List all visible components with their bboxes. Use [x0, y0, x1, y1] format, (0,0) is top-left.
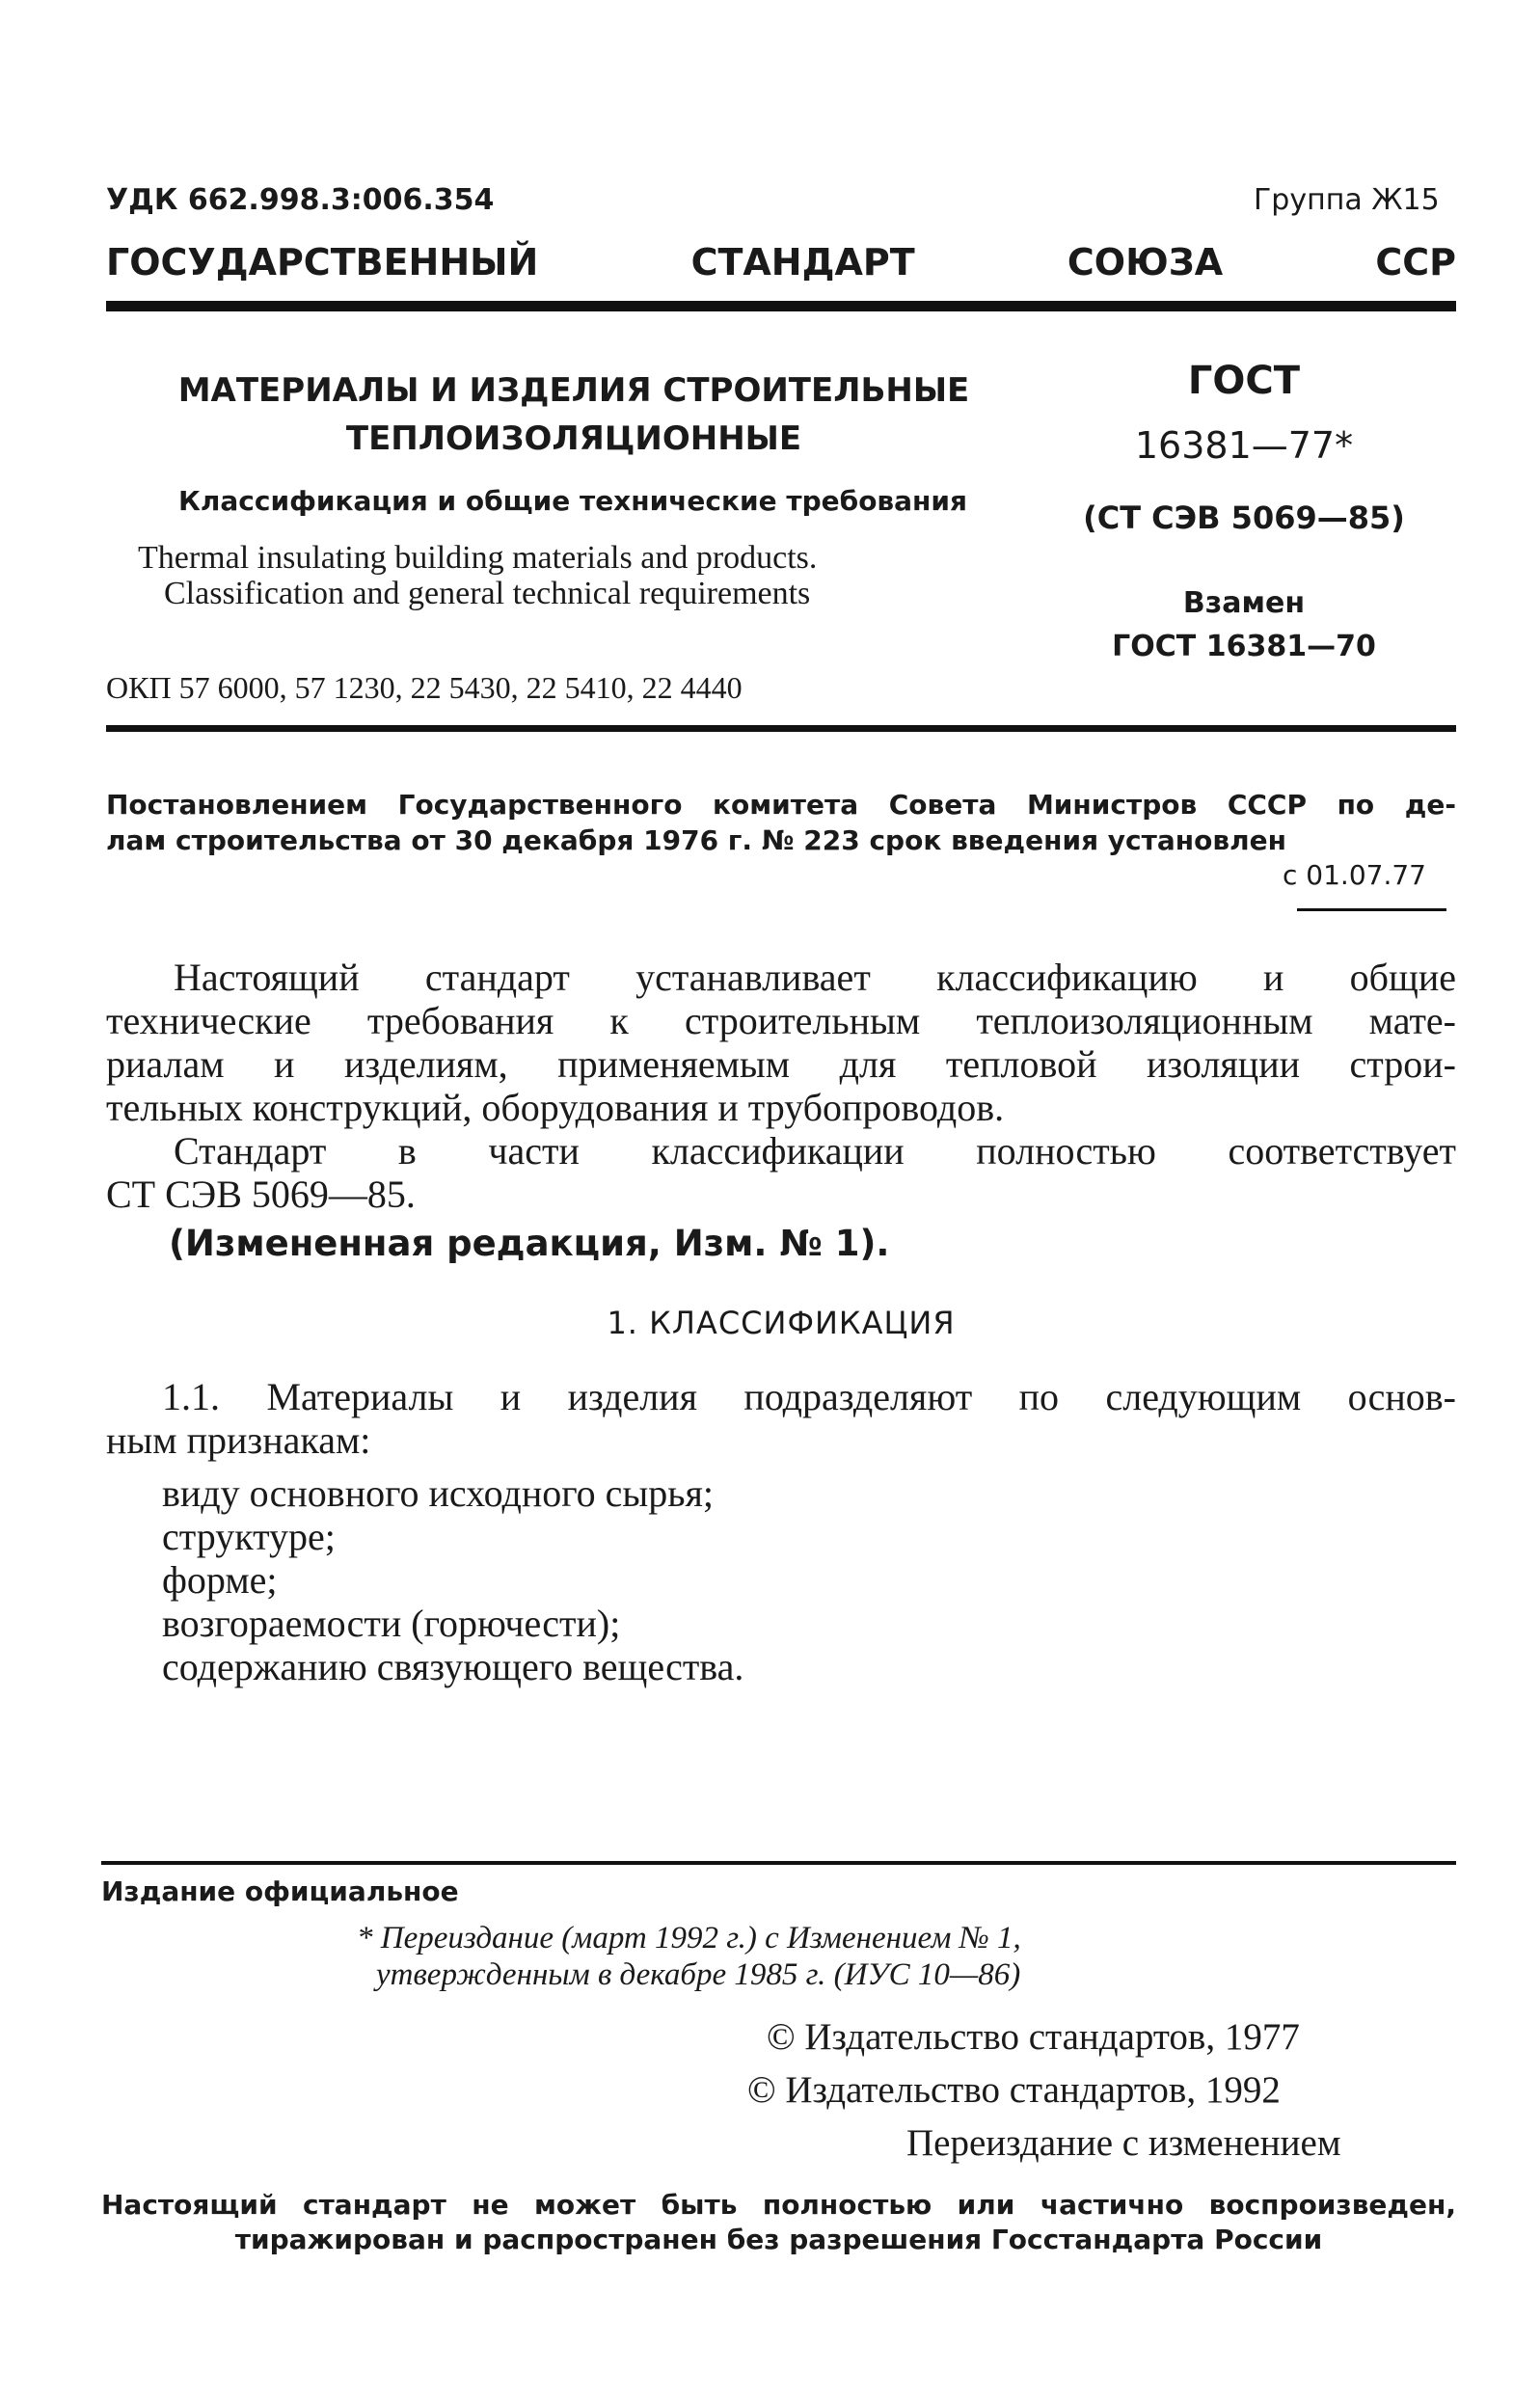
sev-number: (СТ СЭВ 5069—85) [1083, 499, 1405, 536]
gost-label: ГОСТ [1187, 359, 1301, 403]
udk-code: УДК 662.998.3:006.354 [106, 183, 495, 217]
list-item: структуре; [162, 1515, 336, 1558]
reissue-note-line-2: утвержденным в декабре 1985 г. (ИУС 10—86) [376, 1957, 1021, 1992]
intro-p2-line-2: СТ СЭВ 5069—85. [106, 1173, 416, 1216]
copyright-1992: © Издательство стандартов, 1992 [747, 2069, 1281, 2111]
title-subtitle: Классификация и общие технические требования [178, 485, 967, 517]
header-rule [106, 301, 1456, 311]
section-1-p-line-2: ным признакам: [106, 1418, 371, 1462]
list-item: виду основного исходного сырья; [162, 1471, 715, 1515]
state-standard-heading: ГОСУДАРСТВЕННЫЙ СТАНДАРТ СОЮЗА ССР [106, 241, 1456, 283]
copyright-notice-line-1: Настоящий стандарт не может быть полностью или частично воспроизведен, [101, 2189, 1456, 2221]
copyright-1977: © Издательство стандартов, 1977 [767, 2016, 1300, 2058]
official-edition: Издание официальное [101, 1875, 459, 1907]
reissue-with-changes: Переиздание с изменением [906, 2122, 1341, 2164]
footer-rule [101, 1861, 1456, 1865]
amendment-note: (Измененная редакция, Изм. № 1). [169, 1223, 890, 1264]
english-title-line-1: Thermal insulating building materials and products. [138, 540, 818, 576]
list-item: форме; [162, 1558, 278, 1602]
intro-p1-line-2: технические требования к строительным теплоизоляционным мате- [106, 999, 1456, 1042]
section-1-heading: 1. КЛАССИФИКАЦИЯ [607, 1305, 956, 1341]
title-line-1: МАТЕРИАЛЫ И ИЗДЕЛИЯ СТРОИТЕЛЬНЫЕ [177, 371, 970, 410]
replaces-label: Взамен [1182, 586, 1306, 620]
gost-number: 16381—77* [1134, 424, 1354, 467]
list-item: содержанию связующего вещества. [162, 1645, 744, 1688]
intro-p1-line-4: тельных конструкций, оборудования и трубопроводов. [106, 1086, 1005, 1129]
copyright-notice-line-2: тиражирован и распространен без разрешения Госстандарта России [234, 2224, 1323, 2255]
replaced-standard: ГОСТ 16381—70 [1112, 630, 1376, 663]
intro-p1-line-3: риалам и изделиям, применяемым для тепловой изоляции строи- [106, 1042, 1456, 1086]
decree-line-1: Постановлением Государственного комитета Совета Министров СССР по де- [106, 789, 1456, 821]
group-code: Группа Ж15 [1254, 183, 1440, 217]
intro-p2-line-1: Стандарт в части классификации полностью соответствует [174, 1129, 1456, 1173]
section-1-p-line-1: 1.1. Материалы и изделия подразделяют по следующим основ- [162, 1375, 1456, 1418]
decree-date: с 01.07.77 [1283, 859, 1426, 891]
decree-line-2: лам строительства от 30 декабря 1976 г. № 223 срок введения установлен [106, 824, 1286, 856]
list-item: возгораемости (горючести); [162, 1602, 621, 1645]
title-rule [106, 725, 1456, 732]
english-title-line-2: Classification and general technical requirements [164, 576, 811, 611]
okp-codes: ОКП 57 6000, 57 1230, 22 5430, 22 5410, 22 4440 [106, 670, 743, 705]
intro-p1-line-1: Настоящий стандарт устанавливает классификацию и общие [174, 956, 1456, 999]
date-underline [1297, 908, 1446, 911]
title-line-2: ТЕПЛОИЗОЛЯЦИОННЫЕ [345, 419, 802, 458]
reissue-note-line-1: * Переиздание (март 1992 г.) с Изменением № 1, [357, 1921, 1021, 1955]
